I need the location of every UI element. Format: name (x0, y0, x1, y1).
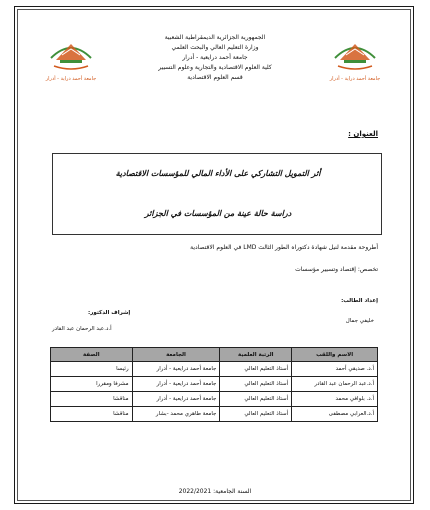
jury-role: مشرفا ومقررا (51, 377, 133, 392)
jury-name: أ.د.عبد الرحمان عبد القادر (292, 377, 378, 392)
specialty: تخصص: إقتصاد وتسيير مؤسسات (295, 266, 378, 273)
thesis-statement: أطروحة مقدمة لنيل شهادة دكتوراه الطور الثالث LMD في العلوم الاقتصادية (190, 244, 378, 251)
supervisor-name: أ.د.عبد الرحمان عبد القادر (52, 326, 112, 332)
jury-rank: أستاذ التعليم العالي (220, 392, 292, 407)
table-row (51, 407, 378, 422)
student-name: خليفي جمال (345, 318, 374, 324)
col-university: الجامعة (132, 348, 220, 362)
jury-university: جامعة أحمد درايعية - أدرار (132, 377, 220, 392)
jury-name: أ.د. صديقي أحمد (292, 362, 378, 377)
jury-role: رئيسا (51, 362, 133, 377)
col-name: الاسم واللقب (292, 348, 378, 362)
header-republic: الجمهورية الجزائرية الديمقراطية الشعبية (164, 34, 266, 41)
jury-role: مناقشا (51, 392, 133, 407)
jury-rank: أستاذ التعليم العالي (220, 407, 292, 422)
header-faculty: كلية العلوم الاقتصادية والتجارية وعلوم التسيير (158, 64, 272, 71)
col-rank: الرتبة العلمية (220, 348, 292, 362)
header-university: جامعة أحمد درايعية - أدرار (182, 54, 248, 61)
jury-role: مناقشا (51, 407, 133, 422)
university-logo-left (46, 36, 96, 76)
jury-university: جامعة طاهري محمد -بشار (132, 407, 220, 422)
table-row (51, 362, 378, 377)
jury-name: أ.د. بلوافي محمد (292, 392, 378, 407)
jury-rank: أستاذ التعليم العالي (220, 377, 292, 392)
logo-caption-left: جامعة أحمد دراية - أدرار (45, 76, 97, 82)
header-department: قسم العلوم الاقتصادية (187, 74, 243, 81)
academic-year: السنة الجامعية: 2022/2021 (178, 488, 252, 495)
supervisor-label: إشراف الدكتور: (88, 310, 131, 316)
jury-rank: أستاذ التعليم العالي (220, 362, 292, 377)
thesis-title: أثر التمويل التشاركي على الأداء المالي للمؤسسات الاقتصادية (115, 168, 321, 178)
title-label: العنوان : (348, 130, 378, 138)
student-label: إعداد الطالب: (341, 298, 378, 304)
col-role: الصفة (51, 348, 133, 362)
university-logo-right (330, 36, 380, 76)
jury-university: جامعة أحمد درايعية - أدرار (132, 362, 220, 377)
table-row (51, 392, 378, 407)
jury-header-row (51, 348, 378, 362)
thesis-subtitle: دراسة حالة عينة من المؤسسات في الجزائر (144, 208, 292, 218)
logo-caption-right: جامعة أحمد دراية - أدرار (329, 76, 381, 82)
title-box (52, 153, 382, 235)
table-row (51, 377, 378, 392)
jury-name: أ.د.العرابي مصطفى (292, 407, 378, 422)
jury-university: جامعة أحمد درايعية - أدرار (132, 392, 220, 407)
jury-table (50, 347, 378, 422)
header-ministry: وزارة التعليم العالي والبحث العلمي (171, 44, 259, 51)
